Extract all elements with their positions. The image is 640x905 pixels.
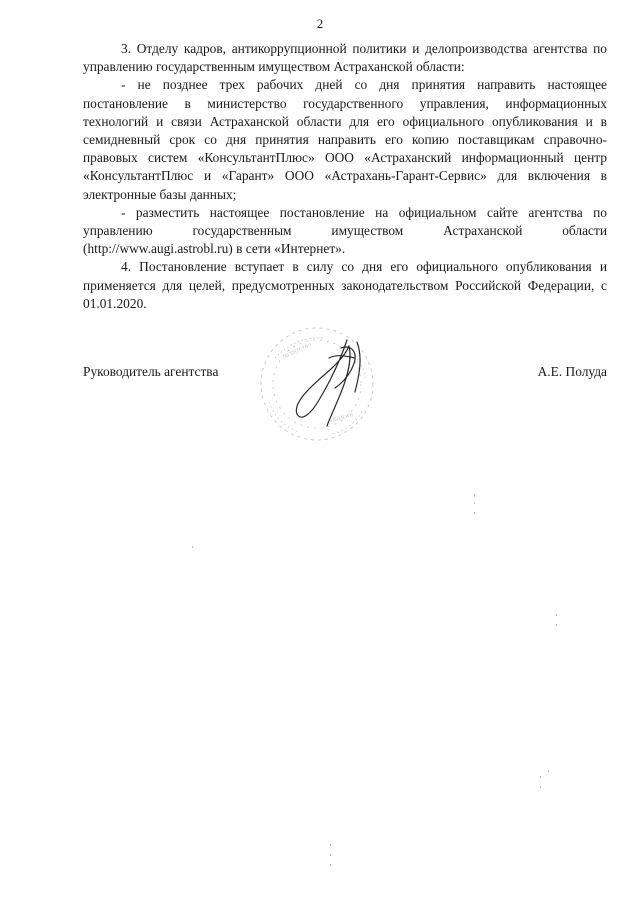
paragraph-send-for-publication: - не позднее трех рабочих дней со дня принятия направить настоящее постановление в министерство государственного управления, информационных технологий и связи Астраханской области для его официального опубликования и в семидневный срок со дня принятия направить его копию поставщикам справочно-правовых систем «КонсультантПлюс» ООО «Астраханский информационный центр «КонсультантПлюс и «Гарант» ООО «Астрахань-Гарант-Сервис» для включения в электронные базы данных; [83, 77, 607, 202]
paragraph-item-4: 4. Постановление вступает в силу со дня его официального опубликования и применяется для целей, предусмотренных законодательством Российской Федерации, с 01.01.2020. [83, 259, 607, 311]
signatory-name: А.Е. Полуда [537, 364, 607, 379]
svg-text:АГЕНТСТВО: АГЕНТСТВО [283, 342, 313, 360]
document-body [83, 40, 607, 313]
signature-block [83, 364, 607, 386]
signatory-title: Руководитель агентства [83, 364, 219, 379]
page-number: 2 [316, 16, 324, 31]
svg-text:ОБЛАСТИ: ОБЛАСТИ [330, 413, 354, 424]
paragraph-publish-on-site: - разместить настоящее постановление на официальном сайте агентства по управлению государственным имуществом Астраханской области (http://www.augi.astrobl.ru) в сети «Интернет». [83, 204, 607, 257]
paragraph-item-3: 3. Отделу кадров, антикоррупционной политики и делопроизводства агентства по управлению государственным имуществом Астраханской области: [83, 41, 607, 75]
